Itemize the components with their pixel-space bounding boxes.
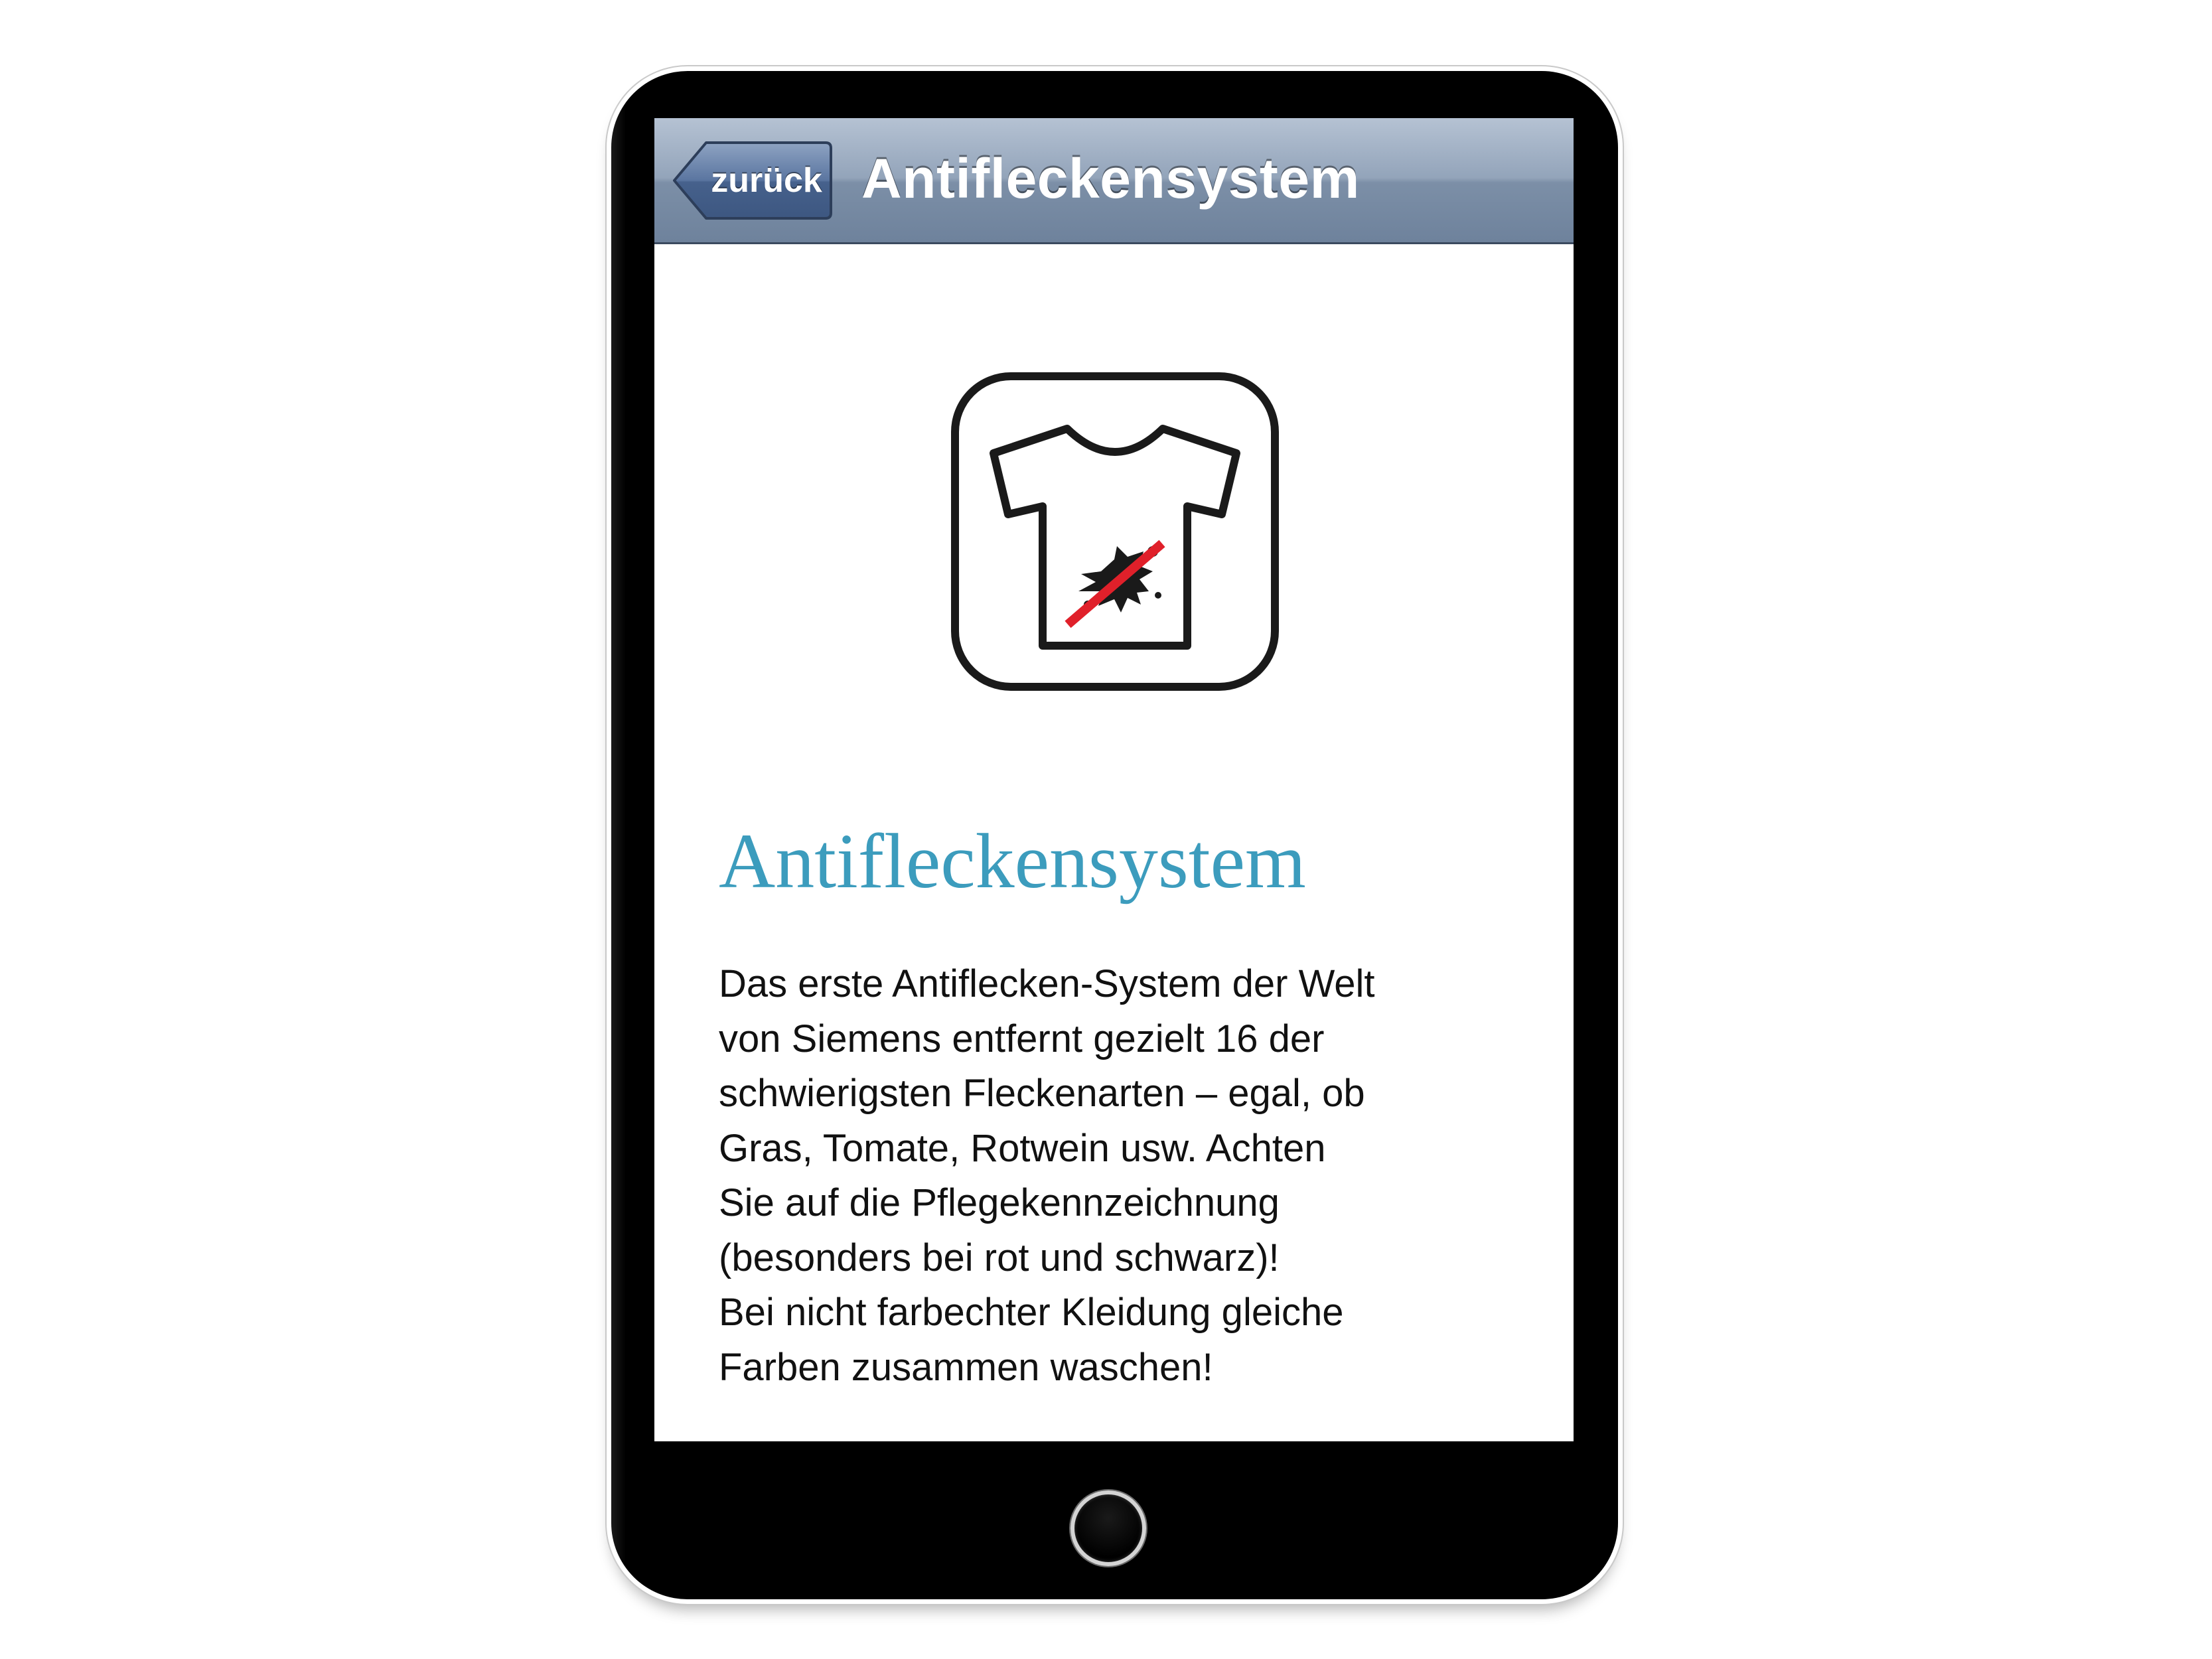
content-body <box>719 957 1535 1395</box>
back-button[interactable] <box>672 140 834 221</box>
body-line: Farben zusammen waschen! <box>719 1345 1213 1389</box>
back-button-label: zurück <box>711 161 822 200</box>
nav-title: Antifleckensystem <box>861 147 1360 210</box>
navigation-bar <box>654 118 1574 244</box>
app-screen <box>654 118 1574 1441</box>
body-line: (besonders bei rot und schwarz)! <box>719 1236 1280 1279</box>
body-line: Bei nicht farbechter Kleidung gleiche <box>719 1291 1344 1334</box>
content-heading: Antifleckensystem <box>719 818 1306 904</box>
body-line: schwierigsten Fleckenarten – egal, ob <box>719 1072 1365 1115</box>
home-button[interactable] <box>1070 1490 1146 1566</box>
body-line: Gras, Tomate, Rotwein usw. Achten <box>719 1126 1326 1170</box>
body-line: Das erste Antiflecken-System der Welt <box>719 962 1375 1005</box>
body-line: von Siemens entfernt gezielt 16 der <box>719 1017 1325 1060</box>
shirt-stain-crossed-icon <box>951 372 1279 691</box>
body-line: Sie auf die Pflegekennzeichnung <box>719 1181 1280 1224</box>
